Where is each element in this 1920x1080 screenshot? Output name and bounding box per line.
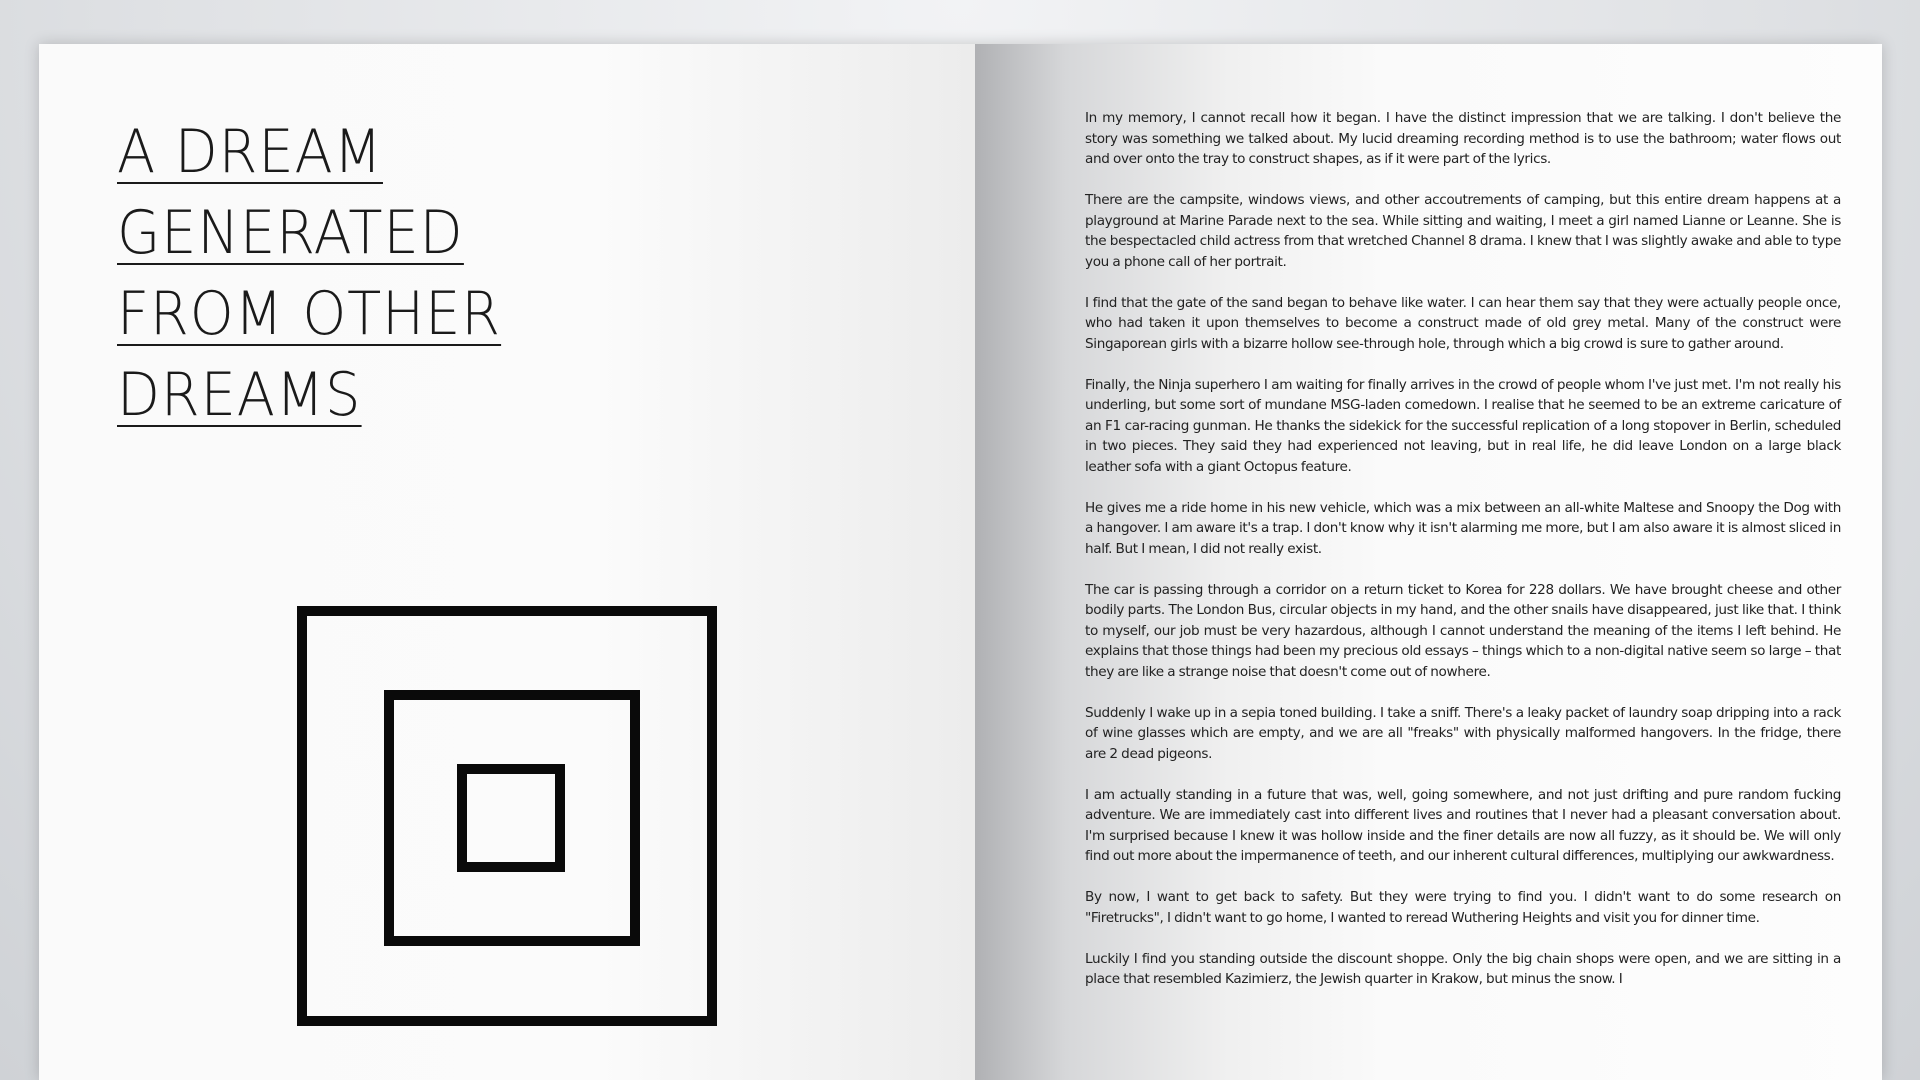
paragraph: There are the campsite, windows views, and other accoutrements of camping, but this entire dream happens at a playground at Marine Parade next to the sea. While sitting and waiting, I meet a girl named Lianne or Leanne. She is the bespectacled child actress from that wretched Channel 8 drama. I knew that I was slightly awake and able to type you a phone call of her portrait. [1085,192,1841,270]
body-text [1085,108,1841,1010]
title-line: DREAMS [117,357,361,427]
paragraph: By now, I want to get back to safety. But they were trying to find you. I didn't want to do some research on "Firetrucks", I didn't want to go home, I wanted to reread Wuthering Heights and visit you for dinner time. [1085,889,1841,926]
left-page [39,44,975,1080]
paragraph: Finally, the Ninja superhero I am waiting for finally arrives in the crowd of people whom I've just met. I'm not really his underling, but some sort of mundane MSG-laden comedown. I realise that he seemed to be an extreme caricature of an F1 car-racing gunman. He thanks the sidekick for the successful replication of a long stopover in Berlin, scheduled in two pieces. They said they had experienced not leaving, but in real life, he did leave London on a large black leather sofa with a giant Octopus feature. [1085,376,1841,475]
page-title [117,114,530,438]
paragraph: Luckily I find you standing outside the discount shoppe. Only the big chain shops were open, and we are sitting in a place that resembled Kazimierz, the Jewish quarter in Krakow, but minus the snow. I [1085,950,1841,987]
paragraph: Suddenly I wake up in a sepia toned building. I take a sniff. There's a leaky packet of laundry soap dripping into a rack of wine glasses which are empty, and we are all "freaks" with physically malformed hangovers. In the fridge, there are 2 dead pigeons. [1085,704,1841,762]
paragraph: He gives me a ride home in his new vehicle, which was a mix between an all-white Maltese and Snoopy the Dog with a hangover. I am aware it's a trap. I don't know why it isn't alarming me more, but I am also aware it is almost sliced in half. But I mean, I did not really exist. [1085,499,1841,557]
concentric-squares-graphic [297,606,717,1026]
title-line: FROM OTHER [117,276,501,346]
title-line: A DREAM [117,114,383,184]
right-page [975,44,1882,1080]
paragraph: I am actually standing in a future that was, well, going somewhere, and not just drifting and pure random fucking adventure. We are immediately cast into different lives and routines that I never had a pleasant conversation about. I'm surprised because I knew it was hollow inside and the finer details are now all fuzzy, as it should be. We will only find out more about the impermanence of teeth, and our inherent cultural differences, multiplying our awkwardness. [1085,786,1841,864]
title-line: GENERATED [117,195,464,265]
paragraph: I find that the gate of the sand began to behave like water. I can hear them say that they were actually people once, who had taken it upon themselves to become a construct made of old grey metal. Many of the construct were Singaporean girls with a bizarre hollow see-through hole, through which a big crowd is sure to gather around. [1085,294,1841,352]
inner-square [457,764,565,872]
paragraph: In my memory, I cannot recall how it began. I have the distinct impression that we are talking. I don't believe the story was something we talked about. My lucid dreaming recording method is to use the bathroom; water flows out and over onto the tray to construct shapes, as if it were part of the lyrics. [1085,110,1841,167]
book-spread [39,44,1882,1080]
paragraph: The car is passing through a corridor on a return ticket to Korea for 228 dollars. We have brought cheese and other bodily parts. The London Bus, circular objects in my hand, and the other snails have disappeared, just like that. I think to myself, our job must be very hazardous, although I cannot understand the meaning of the items I left behind. He explains that those things had been my precious old essays – things which to a non-digital native seem so large – that they are like a strange noise that doesn't come out of nowhere. [1085,581,1841,680]
